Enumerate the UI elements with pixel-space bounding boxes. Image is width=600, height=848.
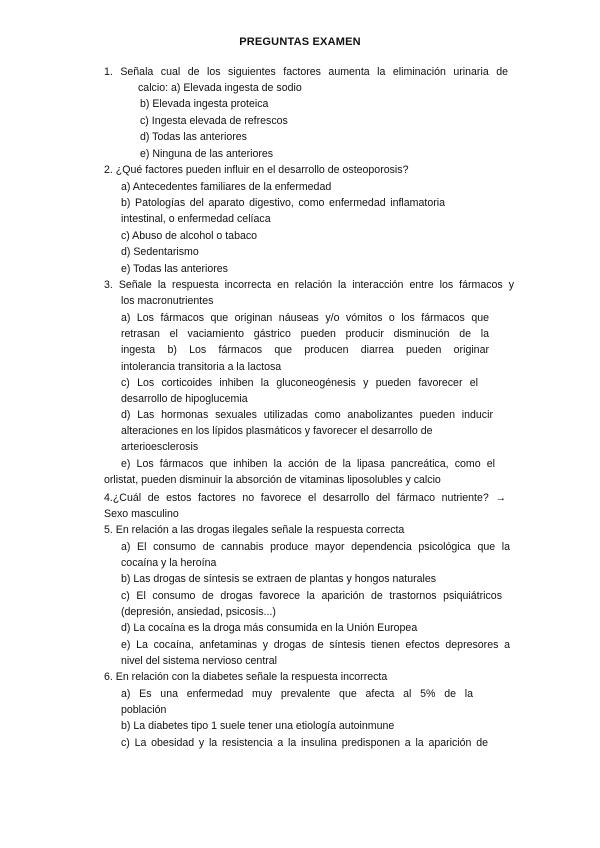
question-6-option-a-line-1: a) Es una enfermedad muy prevalente que afecta al 5% de la [121,688,473,700]
question-2-option-b-line-2: intestinal, o enfermedad celíaca [121,213,271,225]
question-3-option-a-line-3: ingesta b) Los fármacos que producen diarrea pueden originar [121,344,489,356]
question-3-option-e-line-2: orlistat, pueden disminuir la absorción de vitaminas liposolubles y calcio [104,474,441,486]
question-5-option-c-line-2: (depresión, ansiedad, psicosis...) [121,606,276,618]
question-2-option-d: d) Sedentarismo [121,246,199,258]
question-2-line-1: 2. ¿Qué factores pueden influir en el desarrollo de osteoporosis? [104,164,409,176]
question-3-option-a-line-1: a) Los fármacos que originan náuseas y/o vómitos o los fármacos que [121,312,489,324]
question-3-option-e-line-1: e) Los fármacos que inhiben la acción de la lipasa pancreática, como el [121,458,495,470]
question-3-option-d-line-3: arterioesclerosis [121,441,199,453]
question-1-option-b: b) Elevada ingesta proteica [140,98,269,110]
question-5-option-d: d) La cocaína es la droga más consumida en la Unión Europea [121,622,418,634]
question-1-option-d: d) Todas las anteriores [140,131,247,143]
question-1-option-e: e) Ninguna de las anteriores [140,148,274,160]
question-3-option-d-line-1: d) Las hormonas sexuales utilizadas como anabolizantes pueden inducir [121,409,493,421]
question-2-option-c: c) Abuso de alcohol o tabaco [121,230,258,242]
question-3-option-c-line-2: desarrollo de hipoglucemia [121,393,248,405]
question-3-option-d-line-2: alteraciones en los lípidos plasmáticos y favorecer el desarrollo de [121,425,433,437]
question-2-option-a: a) Antecedentes familiares de la enfermedad [121,181,332,193]
question-6-option-a-line-2: población [121,704,167,716]
question-5-option-e-line-2: nivel del sistema nervioso central [121,655,278,667]
question-5-option-e-line-1: e) La cocaína, anfetaminas y drogas de síntesis tienen efectos depresores a [121,639,510,651]
question-2-option-b-line-1: b) Patologías del aparato digestivo, como enfermedad inflamatoria [121,197,445,209]
question-1-line-1: 1. Señala cual de los siguientes factores aumenta la eliminación urinaria de [104,66,508,78]
question-4-answer: Sexo masculino [104,508,179,520]
question-3-line-1: 3. Señale la respuesta incorrecta en relación la interacción entre los fármacos y [104,279,514,291]
question-5-option-a-line-2: cocaína y la heroína [121,557,217,569]
question-2-option-e: e) Todas las anteriores [121,263,228,275]
question-1-line-2: calcio: a) Elevada ingesta de sodio [138,82,302,94]
question-5-line-1: 5. En relación a las drogas ilegales señale la respuesta correcta [104,524,405,536]
question-6-line-1: 6. En relación con la diabetes señale la respuesta incorrecta [104,671,388,683]
question-6-option-b: b) La diabetes tipo 1 suele tener una etiología autoinmune [121,720,395,732]
question-6-option-c-line-1: c) La obesidad y la resistencia a la insulina predisponen a la aparición de [121,737,488,749]
question-4-line-1: 4.¿Cuál de estos factores no favorece el desarrollo del fármaco nutriente? → [104,492,506,504]
question-3-option-c-line-1: c) Los corticoides inhiben la gluconeogénesis y pueden favorecer el [121,377,478,389]
question-5-option-b: b) Las drogas de síntesis se extraen de plantas y hongos naturales [121,573,437,585]
question-1-option-c: c) Ingesta elevada de refrescos [140,115,288,127]
question-5-option-a-line-1: a) El consumo de cannabis produce mayor dependencia psicológica que la [121,541,510,553]
question-5-option-c-line-1: c) El consumo de drogas favorece la aparición de trastornos psiquiátricos [121,590,502,602]
page-title: PREGUNTAS EXAMEN [239,36,361,48]
question-3-option-a-line-2: retrasan el vaciamiento gástrico pueden producir disminución de la [121,328,489,340]
question-3-option-a-line-4: intolerancia transitoria a la lactosa [121,361,282,373]
question-3-line-2: los macronutrientes [121,295,214,307]
